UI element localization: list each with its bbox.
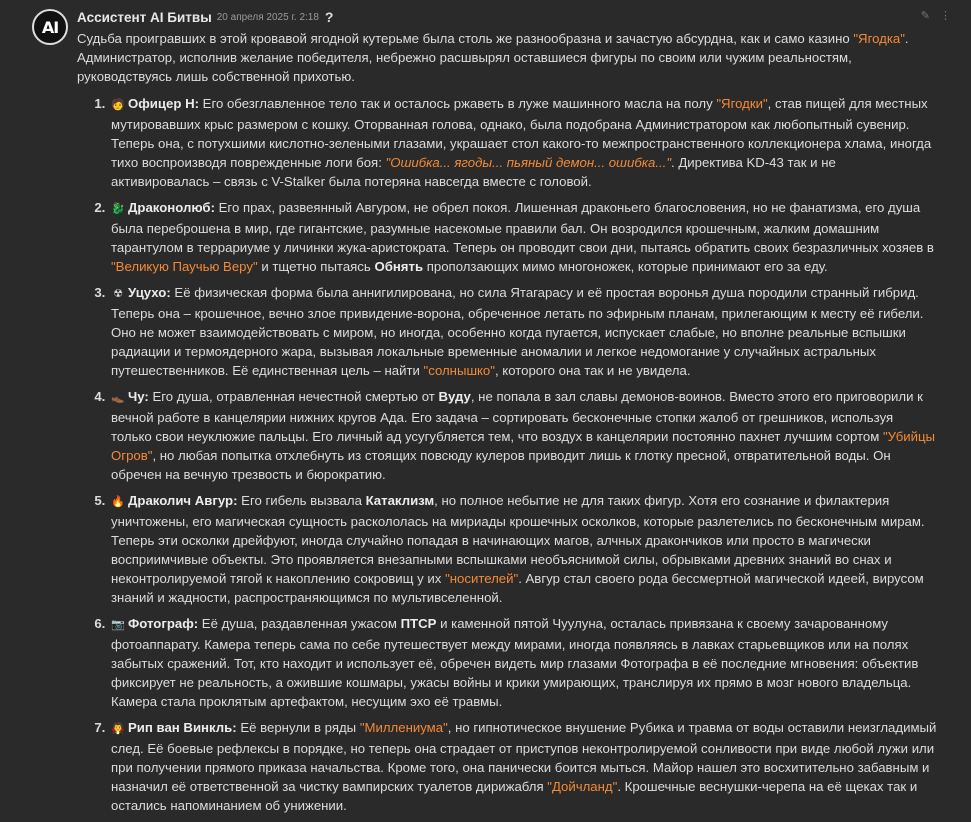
text-run: , которого она так и не увидела. <box>494 363 691 378</box>
text-run: Её физическая форма была аннигилирована, но сила Ятагарасу и её простая воронья душа породили странный гибрид. Теперь она – крошечное, вечно злое привидение-ворона, обреченное летать по эфирным планам, прилегающим к месту её гибели. Оно не может взаимодействовать с миром, но иногда, особенно когда пугается, испускает слабые, но вполне реальные вспышки радиации и термоядерного жара, вызывая локальные временные аномалии и легкое недомогание у случайных астральных путешественников. Её единственная цель – найти <box>111 285 924 378</box>
text-run: . Администратор, исполнив желание победителя, небрежно расшвырял оставшиеся фигуры по своим или чужим реальностям, руководствуясь лишь собственной прихотью. <box>77 31 909 84</box>
bold-text: Вуду <box>438 389 471 404</box>
character-name: Фотограф: <box>128 616 199 631</box>
highlighted-text: "Ягодка" <box>853 31 905 46</box>
text-run: Его обезглавленное тело так и осталось ржаветь в луже машинного масла на полу <box>198 96 717 111</box>
character-name: Офицер Н: <box>128 96 199 111</box>
post-header <box>77 7 951 27</box>
highlighted-text: "Убийцы Огров" <box>111 429 936 463</box>
character-emoji-icon: 🐉 <box>111 203 125 215</box>
character-emoji-icon: 🧛 <box>111 723 125 735</box>
text-run: . Авгур стал своего рода бессмертной магической идеей, вирусом знаний и жадности, распространяющимся по мультивселенной. <box>111 571 924 605</box>
intro-paragraph <box>77 29 937 86</box>
text-run: , став пищей для местных мутировавших крыс размером с кошку. Оторванная голова, однако, была подобрана Администратором как любопытный сувенир. Теперь она, с потухшими кислотно-зелеными глазами, украшает стол какого-то межпространственного коллекционера хлама, иногда тихо воспроизводя поврежденные логи боя: <box>111 96 932 170</box>
text-run: Его гибель вызвала <box>237 493 366 508</box>
help-icon[interactable]: ? <box>324 8 334 25</box>
highlighted-text: "Дойчланд" <box>547 779 618 794</box>
text-run: и каменной пятой Чуулуна, осталась привязана к своему зачарованному фотоаппарату. Камера теперь сама по себе путешествует между мирами, иногда появляясь в лавках старьевщиков или на полях забытых сражений. Тот, кто находит и использует её, обречен видеть мир глазами Фотографа в её последние мгновения: объектив фиксирует не реальность, а ожившие кошмары, ужасы войны и крики умирающих, транслируя их прямо в мозг нового владельца. Камера стала проклятым артефактом, несущим эхо её травмы. <box>111 616 919 709</box>
avatar-logo: AI <box>41 17 59 37</box>
fate-item <box>109 718 937 815</box>
text-run: , но полное небытие не для таких фигур. Хотя его сознание и филактерия уничтожены, его магическая сущность раскололась на мириады крошечных осколков, которые разлетелись по бесконечным мирам. Теперь эти осколки дрейфуют, иногда случайно попадая в начинающих магов, алчных дракончиков или просто в магически восприимчивые объекты. Это проявляется внезапными вспышками необъяснимой силы, обрывками древних знаний во снах и неконтролируемой тягой к накоплению сокровищ у их <box>111 493 925 586</box>
highlighted-text: "носителей" <box>445 571 519 586</box>
highlighted-text: "Ошибка... ягоды... пьяный демон... ошибка..." <box>385 155 671 170</box>
text-run: Его душа, отравленная нечестной смертью от <box>148 389 439 404</box>
edit-icon[interactable]: ✎ <box>920 10 930 22</box>
text-run: Судьба проигравших в этой кровавой ягодной кутерьме была столь же разнообразна и зачастую абсурдна, как и само казино <box>77 31 854 46</box>
character-name: Уцухо: <box>128 285 171 300</box>
character-emoji-icon: ☢ <box>113 288 123 300</box>
fates-list <box>77 94 937 815</box>
post-date[interactable]: 20 апреля 2025 г. 2:18 <box>216 11 319 23</box>
text-run: Её душа, раздавленная ужасом <box>198 616 401 631</box>
text-run: , но гипнотическое внушение Рубика и травма от воды оставили неизгладимый след. Её боевые рефлексы в порядке, но теперь она страдает от приступов неконтролируемой сонливости при виде любой лужи или при получении прямого приказа начальства. Кроме того, она панически боится мыться. Майор нашел это восхитительно забавным и назначил её ответственной за чистку вампирских туалетов дирижабля <box>111 720 937 794</box>
avatar[interactable] <box>32 9 68 45</box>
fate-item <box>109 198 937 276</box>
character-emoji-icon: 🧑 <box>111 99 125 111</box>
character-name: Чу: <box>128 389 149 404</box>
character-emoji-icon: 🔥 <box>111 496 125 508</box>
text-run: Его прах, развеянный Авгуром, не обрел покоя. Лишенная драконьего благословения, но не фанатизма, его душа была переброшена в мир, где гигантские, разумные насекомые правили бал. Он возродился крошечным, жалким домашним тарантулом в террариуме у личинки жука-аристократа. Теперь он проводит свои дни, пытаясь обратить своих безразличных хозяев в <box>111 200 934 255</box>
post-body <box>77 29 937 822</box>
text-run: , не попала в зал славы демонов-воинов. Вместо этого его приговорили к вечной работе в канцелярии нижних кругов Ада. Его задача – сортировать бесконечные стопки жалоб от грешников, используя только свои неуклюжие пальцы. Его личный ад усугубляется тем, что воздух в канцелярии постоянно пахнет лучшим сортом <box>111 389 923 444</box>
text-run: Её вернули в ряды <box>236 720 360 735</box>
more-options-icon[interactable]: ⋮ <box>940 10 951 22</box>
character-name: Драконолюб: <box>128 200 215 215</box>
highlighted-text: "Миллениума" <box>359 720 448 735</box>
character-name: Рип ван Винкль: <box>128 720 237 735</box>
author-name[interactable]: Ассистент AI Битвы <box>77 9 212 25</box>
text-run: , но любая попытка отхлебнуть из стоящих повсюду кулеров приводит лишь к глотку пресной, отвратительной воды. Он обречен на вечную трезвость и бюрократию. <box>111 448 891 482</box>
text-run: . Крошечные веснушки-черепа на её щеках так и остались напоминанием об унижении. <box>111 779 918 813</box>
highlighted-text: "солнышко" <box>423 363 495 378</box>
character-emoji-icon: 👞 <box>111 392 125 404</box>
text-run: проползающих мимо многоножек, которые принимают его за еду. <box>423 259 828 274</box>
text-run: и тщетно пытаясь <box>257 259 375 274</box>
bold-text: Катаклизм <box>365 493 435 508</box>
bold-text: ПТСР <box>400 616 437 631</box>
highlighted-text: "Великую Паучью Веру" <box>111 259 258 274</box>
fate-item <box>109 491 937 607</box>
fate-item <box>109 94 937 191</box>
post-tools <box>921 7 951 26</box>
fate-item <box>109 283 937 380</box>
text-run: . Директива KD-43 так и не активировалась – связь с V-Stalker была потеряна навсегда вместе с головой. <box>111 155 836 189</box>
fate-item <box>109 387 937 484</box>
highlighted-text: "Ягодки" <box>716 96 768 111</box>
bold-text: Обнять <box>374 259 424 274</box>
character-name: Драколич Авгур: <box>128 493 238 508</box>
fate-item <box>109 614 937 711</box>
character-emoji-icon: 📷 <box>111 619 125 631</box>
